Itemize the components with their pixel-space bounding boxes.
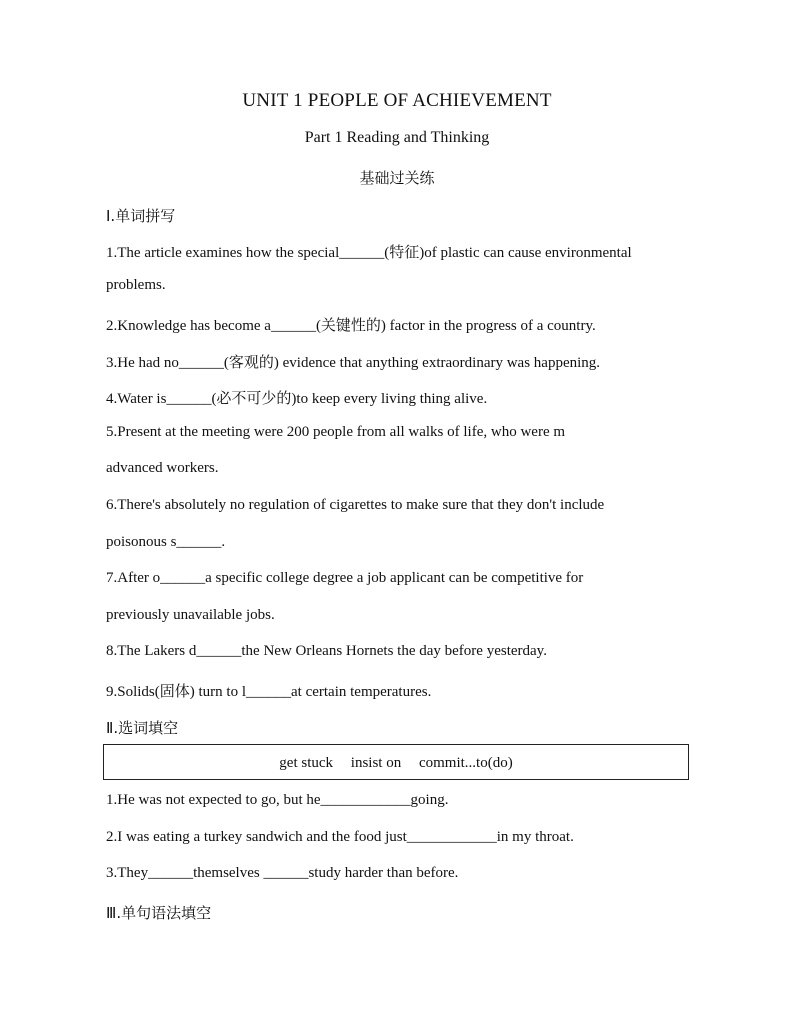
question-line: 5.Present at the meeting were 200 people from all walks of life, who were m: [106, 424, 566, 440]
question-line: 4.Water is______(必不可少的)to keep every living thing alive.: [106, 391, 488, 407]
section-1-heading: Ⅰ.单词拼写: [106, 207, 176, 225]
question-line: 2.I was eating a turkey sandwich and the food just____________in my throat.: [106, 829, 574, 845]
question-line: problems.: [106, 277, 166, 293]
word-option: commit...to(do): [418, 755, 513, 771]
question-line: poisonous s______.: [106, 534, 226, 550]
section-subtitle: 基础过关练: [359, 169, 435, 187]
question-line: 6.There's absolutely no regulation of cigarettes to make sure that they don't include: [106, 497, 605, 513]
question-line: 2.Knowledge has become a______(关键性的) factor in the progress of a country.: [106, 318, 596, 334]
section-3-heading: Ⅲ.单句语法填空: [106, 904, 212, 922]
section-2-heading: Ⅱ.选词填空: [106, 719, 179, 737]
question-line: 1.He was not expected to go, but he____________going.: [106, 792, 449, 808]
word-option: insist on: [350, 755, 402, 771]
question-line: 7.After o______a specific college degree a job applicant can be competitive for: [106, 570, 584, 586]
question-line: 3.They______themselves ______study harder than before.: [106, 865, 459, 881]
question-line: 9.Solids(固体) turn to l______at certain temperatures.: [106, 684, 432, 700]
question-line: 1.The article examines how the special______(特征)of plastic can cause environmental: [106, 245, 632, 261]
question-line: 8.The Lakers d______the New Orleans Hornets the day before yesterday.: [106, 643, 547, 659]
word-option: get stuck: [279, 755, 334, 771]
question-line: 3.He had no______(客观的) evidence that anything extraordinary was happening.: [106, 355, 601, 371]
part-title: Part 1 Reading and Thinking: [304, 129, 490, 146]
question-line: advanced workers.: [106, 460, 219, 476]
unit-title: UNIT 1 PEOPLE OF ACHIEVEMENT: [242, 90, 552, 111]
word-box: [103, 744, 689, 780]
question-line: previously unavailable jobs.: [106, 607, 275, 623]
